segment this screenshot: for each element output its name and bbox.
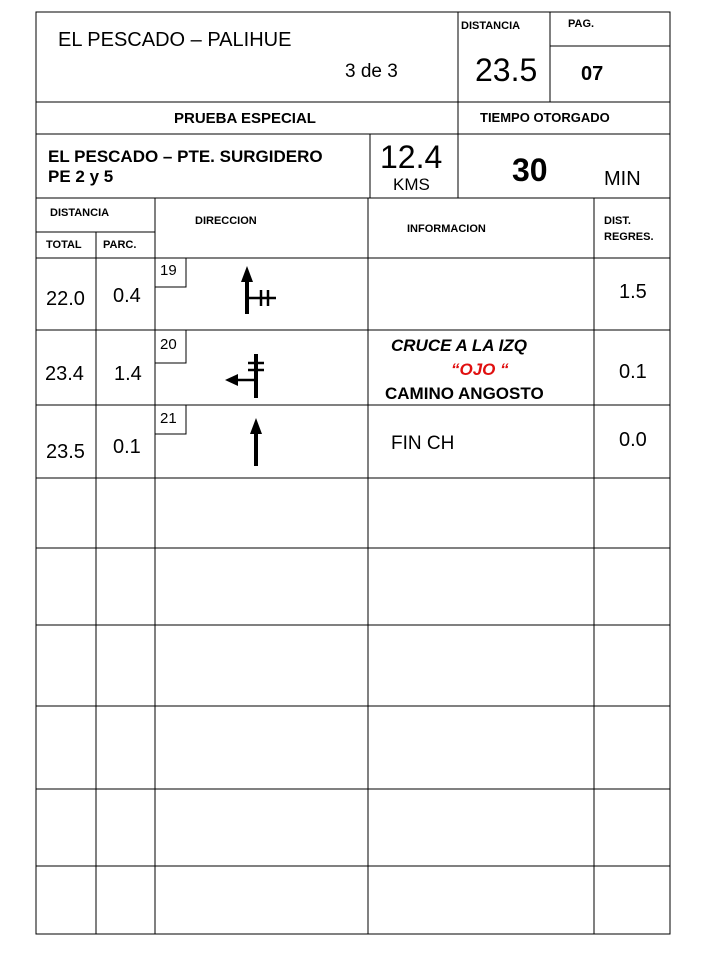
info-line: CAMINO ANGOSTO [385, 384, 544, 403]
time-unit: MIN [604, 168, 641, 190]
col-direction: DIRECCION [195, 215, 257, 227]
page-of: 3 de 3 [345, 61, 398, 82]
intersection-right-icon [241, 266, 276, 314]
row-partial: 0.4 [113, 285, 141, 307]
time-value: 30 [512, 152, 548, 188]
stage-name-line1: EL PESCADO – PTE. SURGIDERO [48, 147, 323, 166]
row-number: 20 [160, 336, 177, 353]
col-total: TOTAL [46, 239, 82, 251]
time-label: TIEMPO OTORGADO [480, 110, 610, 125]
stage-length-value: 12.4 [380, 139, 443, 175]
turn-left-icon [225, 354, 264, 398]
col-regres-line1: DIST. [604, 215, 631, 227]
col-partial: PARC. [103, 239, 137, 251]
special-stage-label: PRUEBA ESPECIAL [174, 110, 316, 127]
row-regres: 0.0 [619, 429, 647, 451]
stage-length-unit: KMS [393, 175, 430, 194]
col-information: INFORMACION [407, 223, 486, 235]
col-regres-line2: REGRES. [604, 231, 654, 243]
row-number: 19 [160, 262, 177, 279]
page-label: PAG. [568, 18, 595, 30]
page-number: 07 [581, 63, 604, 85]
info-warning: “OJO “ [451, 360, 509, 379]
col-distance: DISTANCIA [50, 207, 110, 219]
straight-arrow-icon [250, 418, 262, 466]
stage-name-line2: PE 2 y 5 [48, 167, 114, 186]
row-regres: 1.5 [619, 281, 647, 303]
route-title: EL PESCADO – PALIHUE [58, 29, 292, 51]
row-total: 22.0 [46, 288, 85, 310]
row-partial: 1.4 [114, 363, 142, 385]
row-partial: 0.1 [113, 436, 141, 458]
row-total: 23.4 [45, 363, 84, 385]
info-line: FIN CH [391, 433, 455, 454]
row-total: 23.5 [46, 441, 85, 463]
total-distance-value: 23.5 [475, 52, 538, 88]
info-line: CRUCE A LA IZQ [391, 336, 527, 355]
row-number: 21 [160, 410, 177, 427]
row-regres: 0.1 [619, 361, 647, 383]
distance-label: DISTANCIA [461, 20, 521, 32]
